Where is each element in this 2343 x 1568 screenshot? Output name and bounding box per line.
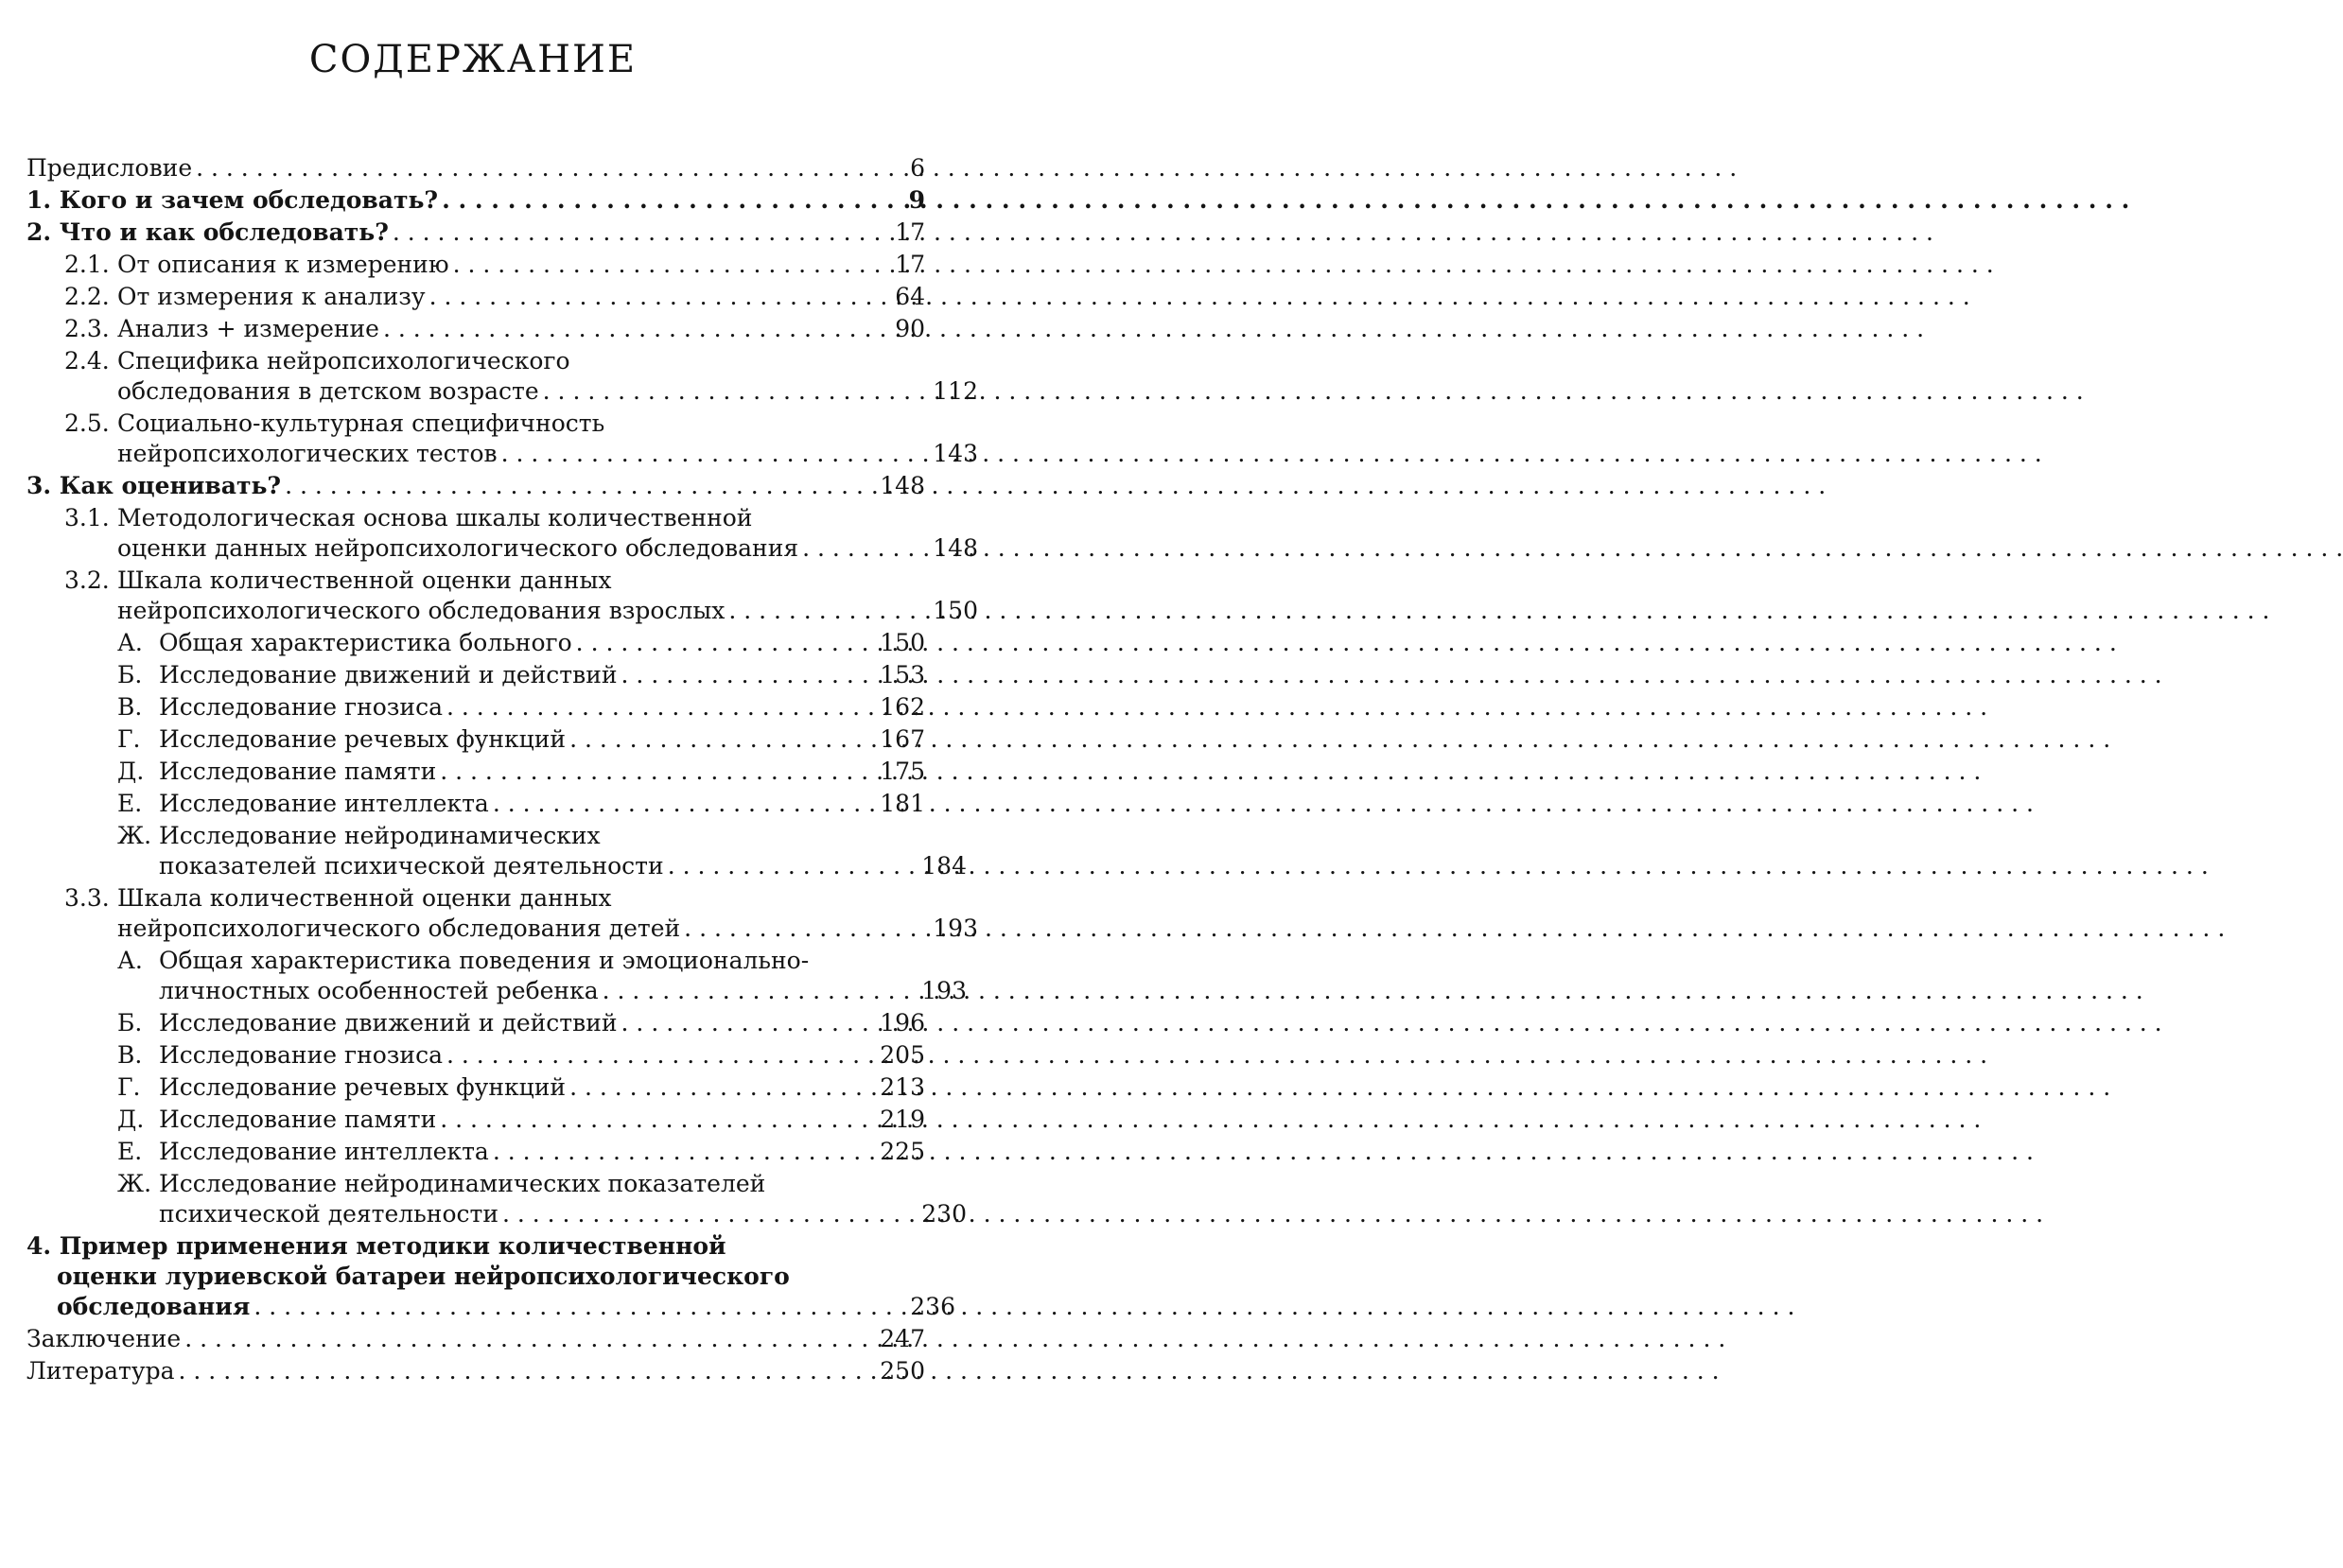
toc-label-line-2: нейропсихологических тестов (117, 440, 498, 467)
dot-leader (393, 218, 891, 248)
toc-page-number: 213 (880, 1073, 925, 1101)
toc-number: 2.4. (64, 347, 110, 375)
toc-page-number: 247 (880, 1325, 925, 1352)
toc-entry-3-3 (26, 883, 978, 944)
dot-leader (383, 314, 891, 344)
toc-label-line-1: Общая характеристика поведения и эмоционально- (159, 947, 810, 974)
toc-label: Общая характеристика больного (159, 629, 572, 656)
toc-page-number: 6 (910, 154, 925, 182)
dot-leader (453, 250, 892, 280)
toc-number: А. (117, 947, 143, 974)
toc-number: 3.2. (64, 566, 110, 594)
toc-entry-3-3-g (26, 1072, 925, 1103)
toc-page-number: 112 (933, 377, 978, 405)
toc-number: А. (117, 629, 143, 656)
toc-label: Исследование памяти (159, 1106, 437, 1133)
toc-label: Исследование памяти (159, 758, 437, 785)
toc-entry-3-2-zh (26, 821, 967, 881)
toc-entry-3-3-d (26, 1105, 925, 1135)
toc-entry-2-1 (26, 250, 925, 280)
toc-label: Заключение (26, 1325, 182, 1352)
toc-page-number: 219 (880, 1106, 925, 1133)
dot-leader (493, 789, 876, 819)
toc-label: Предисловие (26, 154, 193, 182)
dot-leader (543, 376, 930, 407)
toc-entry-2-4 (26, 346, 978, 407)
toc-page-number: 143 (933, 440, 978, 467)
toc-label-line-2: психической деятельности (159, 1200, 498, 1228)
table-of-contents (26, 151, 978, 1386)
toc-page-number: 90 (895, 315, 925, 342)
toc-page-number: 196 (880, 1009, 925, 1037)
toc-entry-3-3-a (26, 946, 967, 1006)
toc-number: Д. (117, 1106, 145, 1133)
toc-label: Исследование речевых функций (159, 725, 567, 753)
toc-page-number: 230 (921, 1200, 967, 1228)
toc-page-number: 225 (880, 1138, 925, 1165)
toc-page-number: 167 (880, 725, 925, 753)
toc-entry-chapter-4 (26, 1231, 955, 1322)
dot-leader (440, 757, 876, 787)
toc-entry-3-3-v (26, 1040, 925, 1071)
toc-number: Ж. (117, 1170, 152, 1197)
dot-leader (569, 724, 876, 755)
toc-entry-3-2-v (26, 692, 925, 723)
toc-label: От измерения к анализу (117, 283, 426, 310)
toc-label: 3. Как оценивать? (26, 472, 282, 499)
page-title: СОДЕРЖАНИЕ (308, 38, 638, 81)
toc-entry-literature (26, 1356, 925, 1386)
toc-label-line-2: нейропсихологического обследования детей (117, 915, 681, 942)
toc-number: Г. (117, 1073, 141, 1101)
dot-leader (502, 1199, 918, 1229)
toc-label-line-1: Исследование нейродинамических (159, 822, 601, 849)
toc-label: Исследование гнозиса (159, 693, 443, 721)
toc-entry-3-2-e (26, 789, 925, 819)
toc-entry-3-3-e (26, 1137, 925, 1167)
toc-label-line-2: оценки луриевской батареи нейропсихологического (57, 1263, 790, 1290)
toc-number: Г. (117, 725, 141, 753)
dot-leader (196, 153, 906, 183)
toc-label: Исследование интеллекта (159, 1138, 489, 1165)
toc-entry-conclusion (26, 1324, 925, 1354)
toc-entry-chapter-2 (26, 218, 925, 248)
toc-label-line-2: оценки данных нейропсихологического обследования (117, 534, 799, 562)
toc-entry-2-2 (26, 282, 925, 312)
toc-label-line-1: Специфика нейропсихологического (117, 347, 570, 375)
toc-page-number: 17 (895, 218, 925, 246)
toc-label: 2. Что и как обследовать? (26, 218, 389, 246)
toc-label: Исследование интеллекта (159, 790, 489, 817)
toc-entry-chapter-1 (26, 185, 925, 216)
toc-page-number: 148 (880, 472, 925, 499)
toc-entry-2-5 (26, 409, 978, 469)
dot-leader (684, 914, 929, 944)
dot-leader (728, 596, 929, 626)
toc-entry-3-3-b (26, 1008, 925, 1038)
book-page (0, 0, 978, 1568)
toc-label-line-2: обследования в детском возрасте (117, 377, 539, 405)
toc-page-number: 181 (880, 790, 925, 817)
toc-entry-3-1 (26, 503, 978, 564)
toc-label-line-1: Социально-культурная специфичность (117, 409, 605, 437)
toc-number: Б. (117, 661, 143, 688)
toc-label-line-1: 4. Пример применения методики количественной (26, 1232, 726, 1260)
toc-entry-3-2-b (26, 660, 925, 690)
toc-number: 2.1. (64, 251, 110, 278)
toc-entry-preface (26, 153, 925, 183)
toc-page-number: 153 (880, 661, 925, 688)
toc-label: Анализ + измерение (117, 315, 379, 342)
dot-leader (668, 851, 918, 881)
dot-leader (621, 660, 877, 690)
toc-number: Е. (117, 1138, 143, 1165)
toc-page-number: 205 (880, 1041, 925, 1069)
toc-page-number: 175 (880, 758, 925, 785)
toc-entry-3-2-a (26, 628, 925, 658)
toc-number: Б. (117, 1009, 143, 1037)
toc-page-number: 193 (921, 977, 967, 1004)
toc-page-number: 64 (895, 283, 925, 310)
toc-number: Ж. (117, 822, 152, 849)
dot-leader (446, 1040, 876, 1071)
dot-leader (501, 439, 930, 469)
dot-leader (285, 471, 876, 501)
toc-label-line-2: личностных особенностей ребенка (159, 977, 599, 1004)
toc-label: Литература (26, 1357, 175, 1385)
toc-entry-chapter-3 (26, 471, 925, 501)
toc-label: Исследование гнозиса (159, 1041, 443, 1069)
toc-page-number: 148 (933, 534, 978, 562)
toc-number: 2.3. (64, 315, 110, 342)
toc-entry-3-3-zh (26, 1169, 967, 1229)
toc-page-number: 17 (895, 251, 925, 278)
toc-label: 1. Кого и зачем обследовать? (26, 186, 439, 214)
toc-label-line-1: Шкала количественной оценки данных (117, 884, 612, 912)
dot-leader (442, 185, 905, 216)
dot-leader (440, 1105, 876, 1135)
toc-page-number: 150 (880, 629, 925, 656)
toc-number: 2.5. (64, 409, 110, 437)
dot-leader (802, 533, 929, 564)
toc-label-line-2: нейропсихологического обследования взрослых (117, 597, 726, 624)
dot-leader (621, 1008, 877, 1038)
toc-entry-3-2-g (26, 724, 925, 755)
dot-leader (179, 1356, 877, 1386)
dot-leader (576, 628, 877, 658)
dot-leader (446, 692, 876, 723)
toc-number: 2.2. (64, 283, 110, 310)
toc-entry-3-2 (26, 566, 978, 626)
dot-leader (603, 976, 918, 1006)
toc-page-number: 236 (910, 1293, 955, 1320)
toc-page-number: 162 (880, 693, 925, 721)
toc-label-line-3: обследования (57, 1293, 251, 1320)
toc-number: В. (117, 693, 143, 721)
toc-page-number: 9 (908, 186, 925, 214)
toc-label-line-1: Методологическая основа шкалы количественной (117, 504, 753, 531)
toc-label-line-2: показателей психической деятельности (159, 852, 664, 880)
toc-label-line-1: Шкала количественной оценки данных (117, 566, 612, 594)
toc-label: Исследование речевых функций (159, 1073, 567, 1101)
toc-entry-3-2-d (26, 757, 925, 787)
toc-label: Исследование движений и действий (159, 1009, 618, 1037)
toc-label: От описания к измерению (117, 251, 449, 278)
toc-page-number: 193 (933, 915, 978, 942)
toc-number: 3.1. (64, 504, 110, 531)
toc-page-number: 184 (921, 852, 967, 880)
toc-page-number: 150 (933, 597, 978, 624)
toc-number: В. (117, 1041, 143, 1069)
toc-entry-2-3 (26, 314, 925, 344)
toc-number: 3.3. (64, 884, 110, 912)
dot-leader (254, 1292, 906, 1322)
toc-page-number: 250 (880, 1357, 925, 1385)
dot-leader (429, 282, 892, 312)
toc-number: Е. (117, 790, 143, 817)
toc-number: Д. (117, 758, 145, 785)
dot-leader (184, 1324, 876, 1354)
toc-label: Исследование движений и действий (159, 661, 618, 688)
dot-leader (493, 1137, 876, 1167)
toc-label-line-1: Исследование нейродинамических показателей (159, 1170, 766, 1197)
dot-leader (569, 1072, 876, 1103)
